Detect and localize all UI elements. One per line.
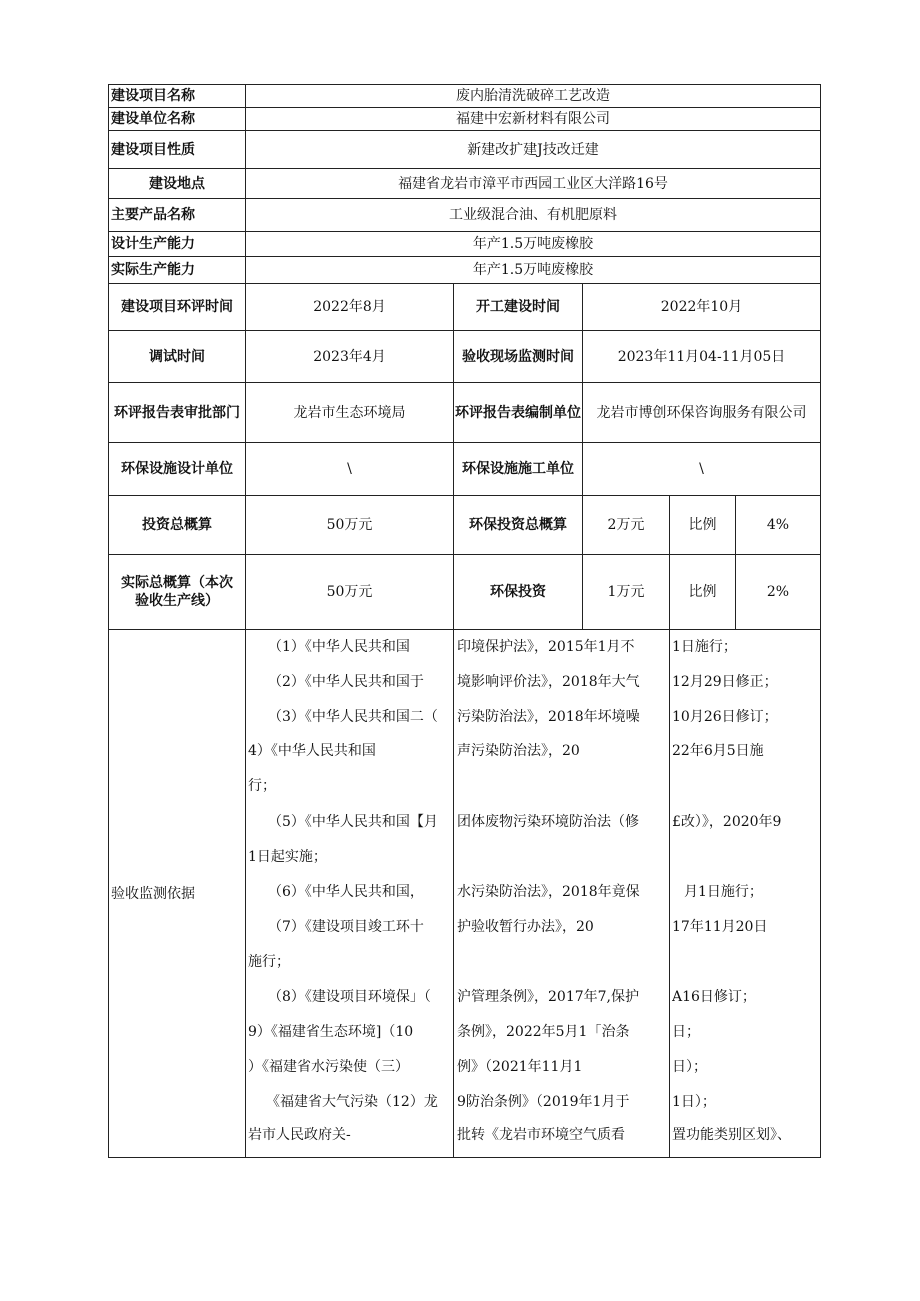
basis-line: 置功能类别区划》、 [672,1127,791,1143]
debug-time-label: 调试时间 [109,331,246,383]
eia-time-value: 2022年8月 [246,284,454,331]
design-capacity-value: 年产1.5万吨废橡胶 [246,232,821,257]
basis-line: 声污染防治法》，20 [457,743,580,759]
facility-build-value: \ [583,443,821,496]
basis-line: 沪管理条例》，2017年7,保护 [457,989,639,1005]
row-project-name [109,85,821,108]
basis-line: 境影响评价法》，2018年大气 [457,674,640,690]
location-value: 福建省龙岩市漳平市西园工业区大洋路16号 [246,169,821,199]
basis-line: （2）《中华人民共和国于 [268,674,424,690]
products-value: 工业级混合油、有机肥原料 [246,199,821,232]
basis-line: 水污染防治法》，2018年竟保 [457,884,640,900]
basis-line: 污染防治法》，2018年坏境噪 [457,709,640,725]
row-products [109,199,821,232]
unit-name-value: 福建中宏新材料有限公司 [246,108,821,131]
basis-line: 1日施行； [672,639,737,655]
row-design-capacity [109,232,821,257]
basis-line: 条例》，2022年5月1「治条 [457,1024,630,1040]
basis-line: 22年6月5日施 [672,743,764,759]
nature-value: 新建改扩建J技改迁建 [246,131,821,169]
debug-time-value: 2023年4月 [246,331,454,383]
approval-dept-label: 环评报告表审批部门 [109,383,246,443]
row-approval [109,383,821,443]
acceptance-info-table [108,84,821,1158]
start-time-label: 开工建设时间 [454,284,583,331]
project-name-label: 建设项目名称 [109,85,246,108]
products-label: 主要产品名称 [109,199,246,232]
nature-label: 建设项目性质 [109,131,246,169]
row-debug-time [109,331,821,383]
row-nature [109,131,821,169]
actual-investment-label: 实际总概算（本次验收生产线） [109,555,246,630]
monitor-time-value: 2023年11月04-11月05日 [583,331,821,383]
basis-line: （5）《中华人民共和国【月 [268,814,438,830]
basis-line: 团体废物污染环境防治法（修 [457,814,639,830]
basis-line: 10月26日修订； [672,709,778,725]
actual-investment-value: 50万元 [246,555,454,630]
row-facility-units [109,443,821,496]
report-author-value: 龙岩市博创环保咨询服务有限公司 [583,383,821,443]
basis-line: 4）《中华人民共和国 [248,743,376,759]
env-investment-label: 环保投资 [454,555,583,630]
row-unit-name [109,108,821,131]
basis-line: 1日）； [672,1094,716,1110]
basis-column-3 [670,630,821,1158]
investment-total-label: 投资总概算 [109,496,246,555]
row-eia-time [109,284,821,331]
facility-design-label: 环保设施设计单位 [109,443,246,496]
basis-line: 《福建省大气污染（12）龙 [266,1094,438,1110]
approval-dept-value: 龙岩市生态环境局 [246,383,454,443]
basis-line: 例》（2021年11月1 [457,1059,583,1075]
env-investment-total-value: 2万元 [583,496,670,555]
ratio-label: 比例 [670,496,736,555]
env-investment-value: 1万元 [583,555,670,630]
basis-column-2 [454,630,670,1158]
location-label: 建设地点 [109,169,246,199]
basis-line: 17年11月20日 [672,919,768,935]
ratio-value-2: 2% [736,555,821,630]
basis-line: （1）《中华人民共和国 [268,639,410,655]
actual-capacity-value: 年产1.5万吨废橡胶 [246,257,821,284]
basis-line: 1日起实施； [248,849,327,865]
basis-line: （7）《建设项目竣工环十 [268,919,424,935]
monitor-time-label: 验收现场监测时间 [454,331,583,383]
basis-line: 印境保护法》，2015年1月不 [457,639,635,655]
basis-line: （8）《建设项目环境保」（ [268,989,431,1005]
facility-build-label: 环保设施施工单位 [454,443,583,496]
env-investment-total-label: 环保投资总概算 [454,496,583,555]
basis-line: 月1日施行； [684,884,763,900]
basis-line: ）《福建省水污染使（三） [248,1059,409,1075]
basis-line: 9防治条例》（2019年1月于 [457,1094,630,1110]
basis-line: 日）； [672,1059,707,1075]
project-name-value: 废内胎清洗破碎工艺改造 [246,85,821,108]
ratio-value: 4% [736,496,821,555]
actual-capacity-label: 实际生产能力 [109,257,246,284]
row-location [109,169,821,199]
basis-line: 12月29日修正； [672,674,778,690]
basis-line: 岩市人民政府关- [248,1127,351,1143]
row-basis [109,630,821,1158]
row-actual-capacity [109,257,821,284]
report-author-label: 环评报告表编制单位 [454,383,583,443]
unit-name-label: 建设单位名称 [109,108,246,131]
row-investment [109,496,821,555]
eia-time-label: 建设项目环评时间 [109,284,246,331]
basis-line: 日； [672,1024,700,1040]
basis-label: 验收监测依据 [109,630,246,1158]
design-capacity-label: 设计生产能力 [109,232,246,257]
facility-design-value: \ [246,443,454,496]
basis-line: 护验收暂行办法》，20 [457,919,594,935]
basis-line: £改）》，2020年9 [672,814,782,830]
investment-total-value: 50万元 [246,496,454,555]
basis-line: 9）《福建省生态环境]（10 [248,1024,414,1040]
basis-line: 批转《龙岩市环境空气质看 [457,1127,625,1143]
row-actual-investment [109,555,821,630]
basis-line: A16日修订； [672,989,756,1005]
basis-line: 施行； [248,954,290,970]
start-time-value: 2022年10月 [583,284,821,331]
basis-line: （6）《中华人民共和国， [268,884,424,900]
basis-column-1 [246,630,454,1158]
basis-line: 行； [248,778,276,794]
basis-line: （3）《中华人民共和国二（ [268,709,438,725]
ratio-label-2: 比例 [670,555,736,630]
